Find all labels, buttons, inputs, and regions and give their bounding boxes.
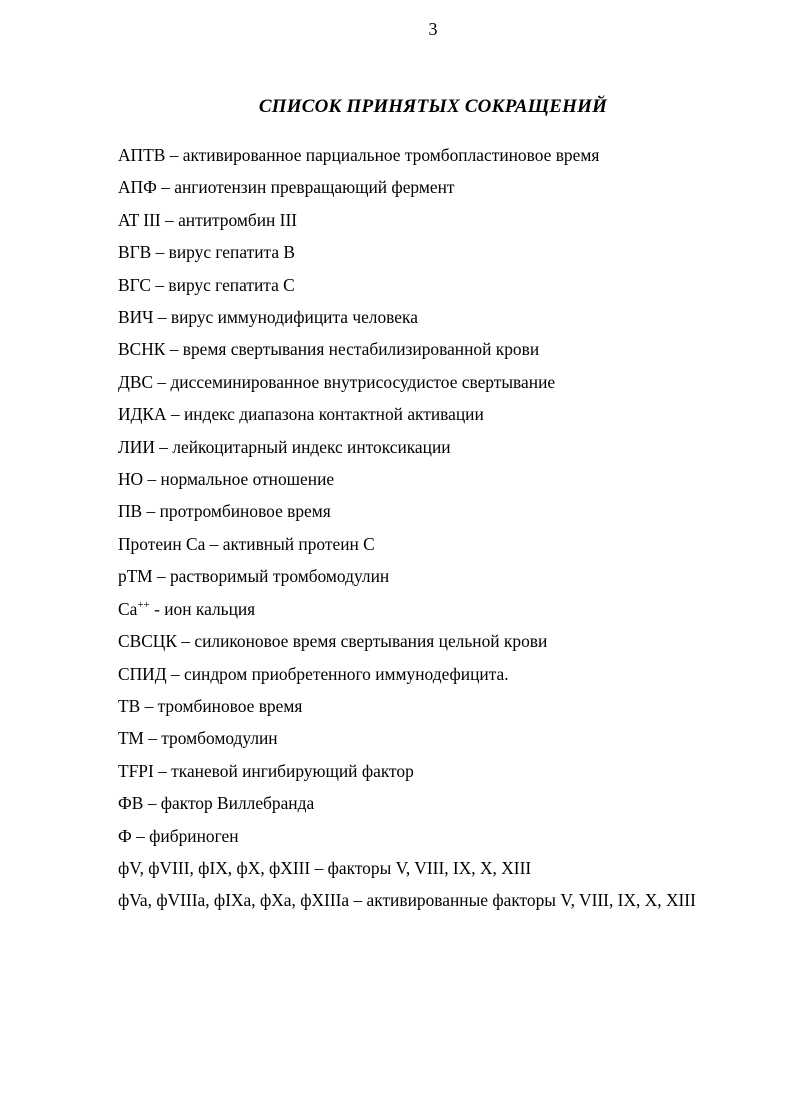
abbreviation-dash: – bbox=[166, 663, 184, 684]
abbreviation-term: Протеин Са bbox=[118, 533, 206, 554]
abbreviation-term: ЛИИ bbox=[118, 436, 155, 457]
abbreviation-superscript: ++ bbox=[137, 598, 150, 611]
abbreviation-item bbox=[118, 593, 738, 625]
abbreviation-term: СВСЦК bbox=[118, 631, 177, 652]
abbreviation-item bbox=[118, 495, 738, 527]
abbreviation-term: СПИД bbox=[118, 663, 167, 684]
abbreviation-definition: вирус гепатита В bbox=[168, 242, 295, 263]
abbreviation-definition: протромбиновое время bbox=[159, 501, 331, 522]
abbreviation-dash: - bbox=[149, 598, 165, 619]
abbreviation-item bbox=[118, 787, 738, 819]
abbreviation-term: ВГВ bbox=[118, 242, 152, 263]
abbreviation-item bbox=[118, 398, 738, 430]
abbreviation-term: AT III bbox=[118, 209, 161, 230]
abbreviation-term: Ф bbox=[118, 825, 132, 846]
abbreviation-term: TFPI bbox=[118, 760, 154, 781]
abbreviation-dash: – bbox=[152, 566, 170, 587]
abbreviation-definition: антитромбин III bbox=[178, 209, 298, 230]
abbreviation-dash: – bbox=[151, 242, 169, 263]
abbreviation-term: ВГС bbox=[118, 274, 152, 295]
abbreviation-term: ТВ bbox=[118, 695, 141, 716]
abbreviation-dash: – bbox=[143, 793, 161, 814]
abbreviation-item bbox=[118, 269, 738, 301]
abbreviation-item bbox=[118, 658, 738, 690]
abbreviation-item bbox=[118, 236, 738, 268]
abbreviation-dash: – bbox=[143, 728, 162, 749]
abbreviation-definition: активированное парциальное тромбопластиновое время bbox=[182, 145, 600, 165]
abbreviation-definition: фактор Виллебранда bbox=[160, 793, 315, 814]
abbreviation-dash: – bbox=[153, 760, 172, 781]
abbreviation-definition: активный протеин С bbox=[222, 533, 375, 554]
abbreviation-item bbox=[118, 463, 738, 495]
abbreviation-term: фVa, фVIIIa, фIXa, фXa, фXIIIa bbox=[118, 890, 350, 911]
abbreviation-dash: – bbox=[160, 209, 179, 230]
abbreviation-item bbox=[118, 625, 738, 657]
abbreviation-item bbox=[118, 333, 738, 365]
abbreviation-item bbox=[118, 171, 738, 203]
abbreviation-definition: активированные факторы V, VIII, IX, X, XIII bbox=[366, 890, 696, 911]
abbreviation-term: ВСНК bbox=[118, 339, 166, 360]
abbreviation-definition: растворимый тромбомодулин bbox=[169, 566, 390, 587]
abbreviation-dash: – bbox=[166, 404, 184, 425]
abbreviation-item bbox=[118, 560, 738, 592]
abbreviation-definition: лейкоцитарный индекс интоксикации bbox=[172, 436, 451, 457]
abbreviation-list bbox=[118, 139, 738, 917]
abbreviation-definition: ангиотензин превращающий фермент bbox=[174, 177, 455, 198]
abbreviation-item bbox=[118, 884, 738, 916]
abbreviation-item bbox=[118, 722, 738, 754]
abbreviation-definition: тромбиновое время bbox=[157, 695, 303, 716]
abbreviation-definition: ион кальция bbox=[164, 598, 256, 619]
abbreviation-dash: – bbox=[142, 501, 160, 522]
abbreviation-dash: – bbox=[165, 339, 183, 360]
abbreviation-term: ДВС bbox=[118, 371, 154, 392]
abbreviation-item bbox=[118, 852, 738, 884]
abbreviation-term: НО bbox=[118, 469, 144, 490]
abbreviation-term: АПТВ bbox=[118, 145, 166, 165]
abbreviation-item bbox=[118, 204, 738, 236]
abbreviation-dash: – bbox=[205, 533, 223, 554]
abbreviation-definition: тромбомодулин bbox=[161, 728, 278, 749]
abbreviation-definition: тканевой ингибирующий фактор bbox=[171, 760, 414, 781]
abbreviation-term: АПФ bbox=[118, 177, 157, 198]
abbreviation-definition: индекс диапазона контактной активации bbox=[183, 404, 484, 425]
abbreviation-definition: вирус иммунодифицита человека bbox=[170, 307, 418, 328]
abbreviation-definition: время свертывания нестабилизированной крови bbox=[182, 339, 540, 360]
abbreviation-item bbox=[118, 431, 738, 463]
page-title: СПИСОК ПРИНЯТЫХ СОКРАЩЕНИЙ bbox=[258, 96, 608, 117]
abbreviation-item bbox=[118, 139, 738, 171]
abbreviation-dash: – bbox=[310, 857, 328, 878]
abbreviation-dash: – bbox=[143, 469, 161, 490]
abbreviation-term: ВИЧ bbox=[118, 307, 154, 328]
abbreviation-item bbox=[118, 690, 738, 722]
abbreviation-dash: – bbox=[154, 436, 173, 457]
abbreviation-term: ИДКА bbox=[118, 404, 167, 425]
abbreviation-term: Ca bbox=[118, 598, 138, 619]
abbreviation-definition: фибриноген bbox=[149, 825, 239, 846]
abbreviation-term: рТМ bbox=[118, 566, 153, 587]
abbreviation-item bbox=[118, 301, 738, 333]
abbreviation-item bbox=[118, 820, 738, 852]
abbreviation-term: ПВ bbox=[118, 501, 143, 522]
abbreviation-definition: силиконовое время свертывания цельной крови bbox=[194, 631, 548, 652]
abbreviation-term: фV, фVIII, фIX, фX, фXIII bbox=[118, 857, 311, 878]
abbreviation-dash: – bbox=[349, 890, 367, 911]
abbreviation-definition: диссеминированное внутрисосудистое свертывание bbox=[170, 371, 556, 392]
abbreviation-dash: – bbox=[153, 307, 171, 328]
abbreviation-item bbox=[118, 528, 738, 560]
abbreviation-definition: вирус гепатита С bbox=[168, 274, 295, 295]
abbreviation-definition: нормальное отношение bbox=[160, 469, 335, 490]
abbreviation-term: ФВ bbox=[118, 793, 144, 814]
abbreviation-item bbox=[118, 366, 738, 398]
abbreviation-dash: – bbox=[151, 274, 169, 295]
abbreviation-dash: – bbox=[156, 177, 175, 198]
abbreviation-dash: – bbox=[176, 631, 195, 652]
abbreviation-dash: – bbox=[140, 695, 158, 716]
abbreviation-term: ТМ bbox=[118, 728, 144, 749]
abbreviation-definition: синдром приобретенного иммунодефицита. bbox=[183, 663, 509, 684]
page-number: 3 bbox=[428, 19, 438, 39]
abbreviation-definition: факторы V, VIII, IX, X, XIII bbox=[327, 857, 532, 878]
abbreviation-dash: – bbox=[153, 371, 171, 392]
abbreviation-dash: – bbox=[165, 145, 183, 165]
abbreviation-dash: – bbox=[131, 825, 150, 846]
abbreviation-item bbox=[118, 755, 738, 787]
